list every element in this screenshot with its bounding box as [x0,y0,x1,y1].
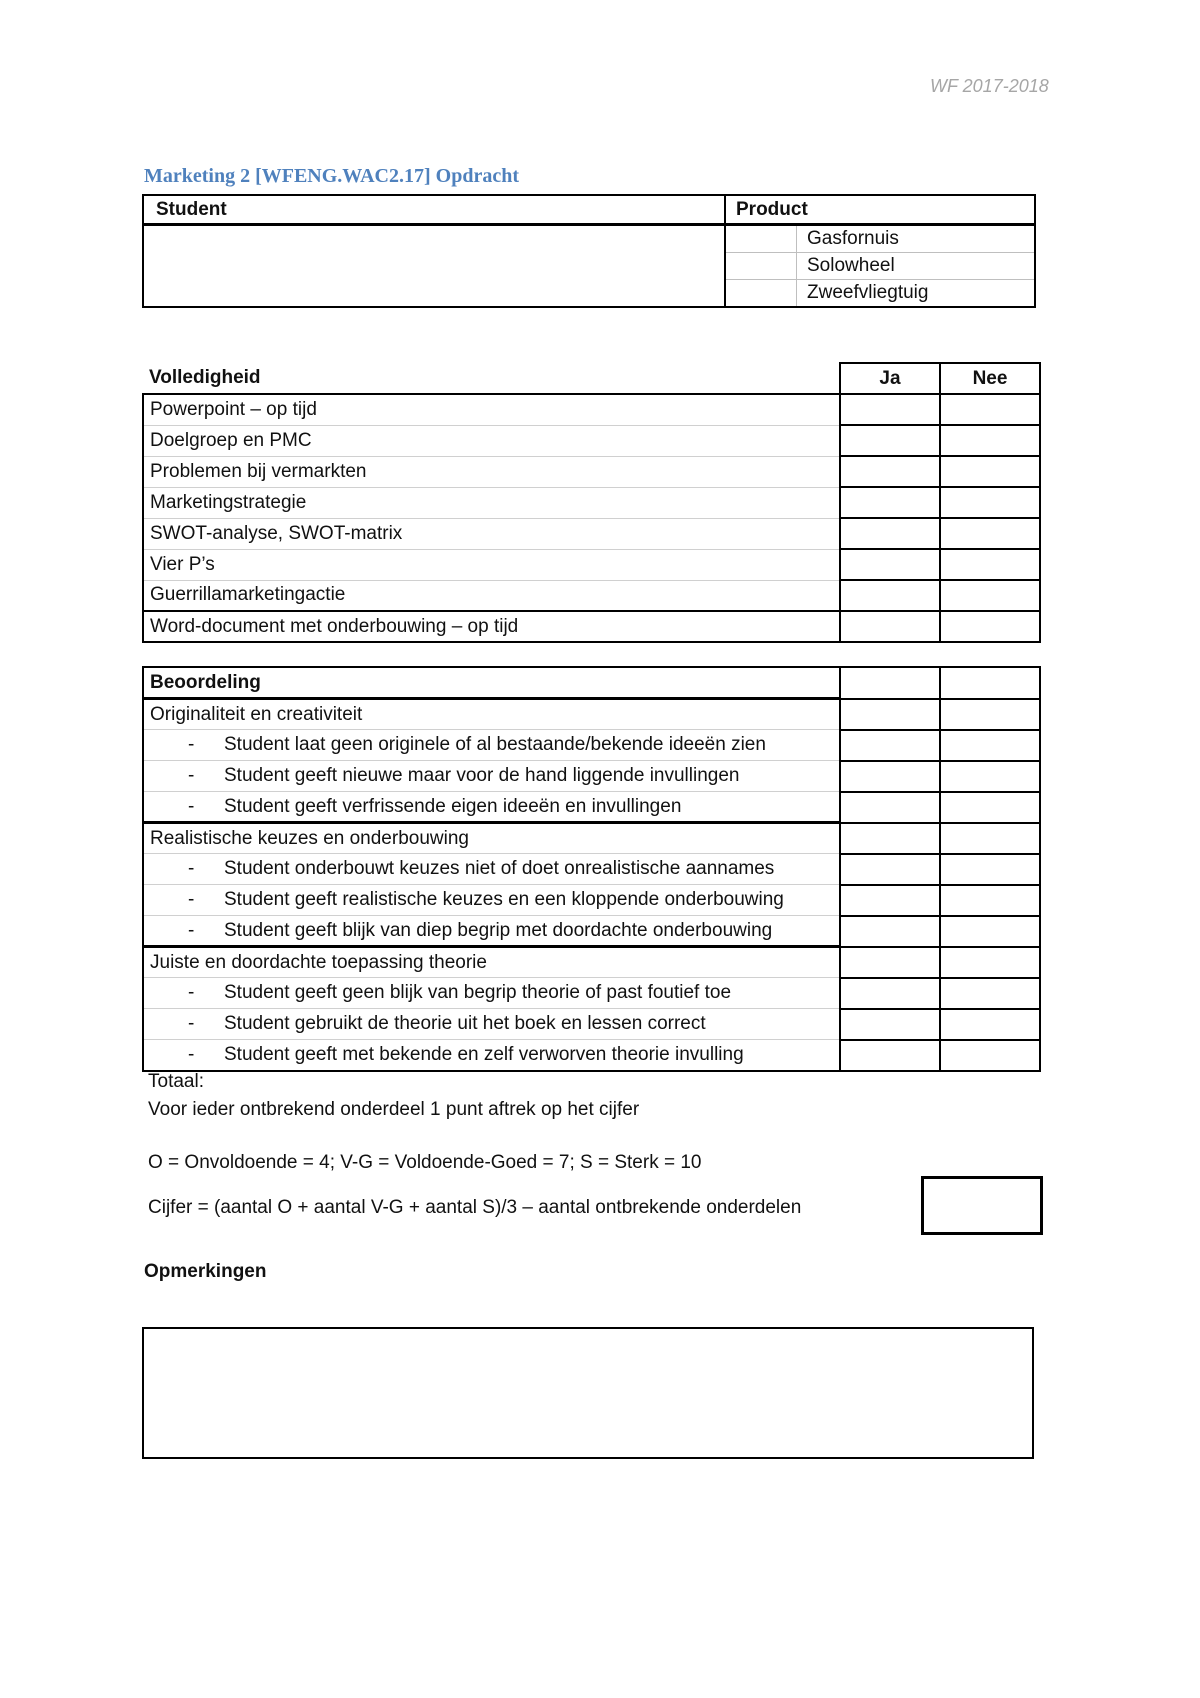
total-label: Totaal: [148,1071,204,1092]
student-product-table [142,194,1036,308]
remarks-textarea[interactable] [142,1327,1034,1459]
assessment-item-row [143,761,1040,792]
assessment-item-row [143,885,1040,916]
yes-checkbox[interactable] [840,425,940,456]
score-cell[interactable] [840,854,940,885]
score-cell[interactable] [840,699,940,730]
assessment-item-row [143,916,1040,947]
score-cell[interactable] [940,885,1040,916]
penalty-note: Voor ieder ontbrekend onderdeel 1 punt aftrek op het cijfer [148,1099,640,1120]
no-checkbox[interactable] [940,425,1040,456]
assessment-header-cell [940,667,1040,699]
no-checkbox[interactable] [940,518,1040,549]
yes-column-header: Ja [840,363,940,394]
completeness-heading: Volledigheid [143,363,840,394]
completeness-item: Vier P’s [143,549,840,580]
score-cell[interactable] [940,792,1040,823]
product-option-label: Zweefvliegtuig [807,282,929,303]
yes-checkbox[interactable] [840,394,940,425]
assessment-category-title: Originaliteit en creativiteit [143,699,840,730]
completeness-table [142,362,1041,643]
no-checkbox[interactable] [940,611,1040,642]
assessment-category-title: Realistische keuzes en onderbouwing [143,823,840,854]
score-cell[interactable] [940,916,1040,947]
product-checkbox[interactable] [726,253,797,280]
assessment-heading: Beoordeling [143,667,840,699]
grade-input-box[interactable] [921,1176,1043,1235]
completeness-item: Powerpoint – op tijd [143,394,840,425]
no-checkbox[interactable] [940,487,1040,518]
header-note: WF 2017-2018 [930,76,1049,96]
no-column-header: Nee [940,363,1040,394]
no-checkbox[interactable] [940,394,1040,425]
completeness-row [143,487,1040,518]
no-checkbox[interactable] [940,580,1040,611]
score-cell[interactable] [840,792,940,823]
completeness-row [143,580,1040,611]
score-cell[interactable] [840,823,940,854]
completeness-row [143,518,1040,549]
product-option-row [726,253,1034,280]
score-cell[interactable] [940,823,1040,854]
score-cell[interactable] [840,761,940,792]
product-option-row [726,226,1034,253]
yes-checkbox[interactable] [840,611,940,642]
assessment-category-row [143,699,1040,730]
assessment-criterion: Student geeft geen blijk van begrip theorie of past foutief toe [224,982,732,1003]
score-cell[interactable] [940,854,1040,885]
assessment-item-row [143,1040,1040,1071]
bullet-dash: - [188,858,195,879]
product-option-row [726,280,1034,307]
bullet-dash: - [188,765,195,786]
student-name-field[interactable] [143,225,725,308]
assessment-category-row [143,823,1040,854]
score-cell[interactable] [840,730,940,761]
yes-checkbox[interactable] [840,518,940,549]
assessment-item-row [143,730,1040,761]
completeness-row [143,456,1040,487]
assessment-criterion: Student geeft realistische keuzes en een kloppende onderbouwing [224,889,784,910]
assessment-category-row [143,947,1040,978]
grade-formula: Cijfer = (aantal O + aantal V-G + aantal S)/3 – aantal ontbrekende onderdelen [148,1197,802,1218]
assessment-criterion: Student laat geen originele of al bestaande/bekende ideeën zien [224,734,766,755]
score-cell[interactable] [940,730,1040,761]
product-option-label: Gasfornuis [797,226,1035,253]
score-cell[interactable] [940,699,1040,730]
bullet-dash: - [188,919,195,941]
score-cell[interactable] [840,916,940,947]
completeness-row [143,394,1040,425]
no-checkbox[interactable] [940,456,1040,487]
grade-legend: O = Onvoldoende = 4; V-G = Voldoende-Goed = 7; S = Sterk = 10 [148,1152,702,1173]
score-cell[interactable] [840,1009,940,1040]
bullet-dash: - [188,734,195,755]
score-cell[interactable] [840,1040,940,1071]
completeness-item: Marketingstrategie [143,487,840,518]
bullet-dash: - [188,889,195,910]
product-checkbox[interactable] [726,226,797,253]
assessment-header-cell [840,667,940,699]
assessment-criterion: Student geeft met bekende en zelf verworven theorie invulling [224,1043,744,1065]
score-cell[interactable] [840,885,940,916]
assessment-table [142,666,1041,1072]
completeness-row [143,425,1040,456]
score-cell[interactable] [940,1040,1040,1071]
product-header: Product [725,195,1035,225]
assessment-item-row [143,792,1040,823]
totals-block [148,1068,639,1124]
student-header: Student [143,195,725,225]
document-title: Marketing 2 [WFENG.WAC2.17] Opdracht [144,165,519,187]
no-checkbox[interactable] [940,549,1040,580]
score-cell[interactable] [940,947,1040,978]
completeness-item: Guerrillamarketingactie [143,580,840,611]
bullet-dash: - [188,795,195,817]
bullet-dash: - [188,1013,195,1034]
assessment-item-row [143,854,1040,885]
yes-checkbox[interactable] [840,456,940,487]
bullet-dash: - [188,1043,195,1065]
assessment-criterion: Student onderbouwt keuzes niet of doet onrealistische aannames [224,858,775,879]
completeness-row [143,549,1040,580]
score-cell[interactable] [840,978,940,1009]
product-options [726,226,1034,306]
completeness-item: Problemen bij vermarkten [143,456,840,487]
assessment-category-title: Juiste en doordachte toepassing theorie [143,947,840,978]
completeness-item: Word-document met onderbouwing – op tijd [143,611,840,642]
product-option-label: Solowheel [797,253,1035,280]
bullet-dash: - [188,982,195,1003]
score-cell[interactable] [940,1009,1040,1040]
yes-checkbox[interactable] [840,580,940,611]
yes-checkbox[interactable] [840,487,940,518]
assessment-item-row [143,978,1040,1009]
yes-checkbox[interactable] [840,549,940,580]
assessment-criterion: Student geeft blijk van diep begrip met doordachte onderbouwing [224,919,773,941]
completeness-item: Doelgroep en PMC [143,425,840,456]
assessment-criterion: Student geeft verfrissende eigen ideeën en invullingen [224,795,682,817]
score-cell[interactable] [940,761,1040,792]
remarks-heading: Opmerkingen [144,1261,267,1282]
assessment-item-row [143,1009,1040,1040]
score-cell[interactable] [940,978,1040,1009]
score-cell[interactable] [840,947,940,978]
completeness-item: SWOT-analyse, SWOT-matrix [143,518,840,549]
product-checkbox[interactable] [726,280,797,307]
completeness-row [143,611,1040,642]
assessment-criterion: Student geeft nieuwe maar voor de hand liggende invullingen [224,765,740,786]
assessment-criterion: Student gebruikt de theorie uit het boek en lessen correct [224,1013,706,1034]
